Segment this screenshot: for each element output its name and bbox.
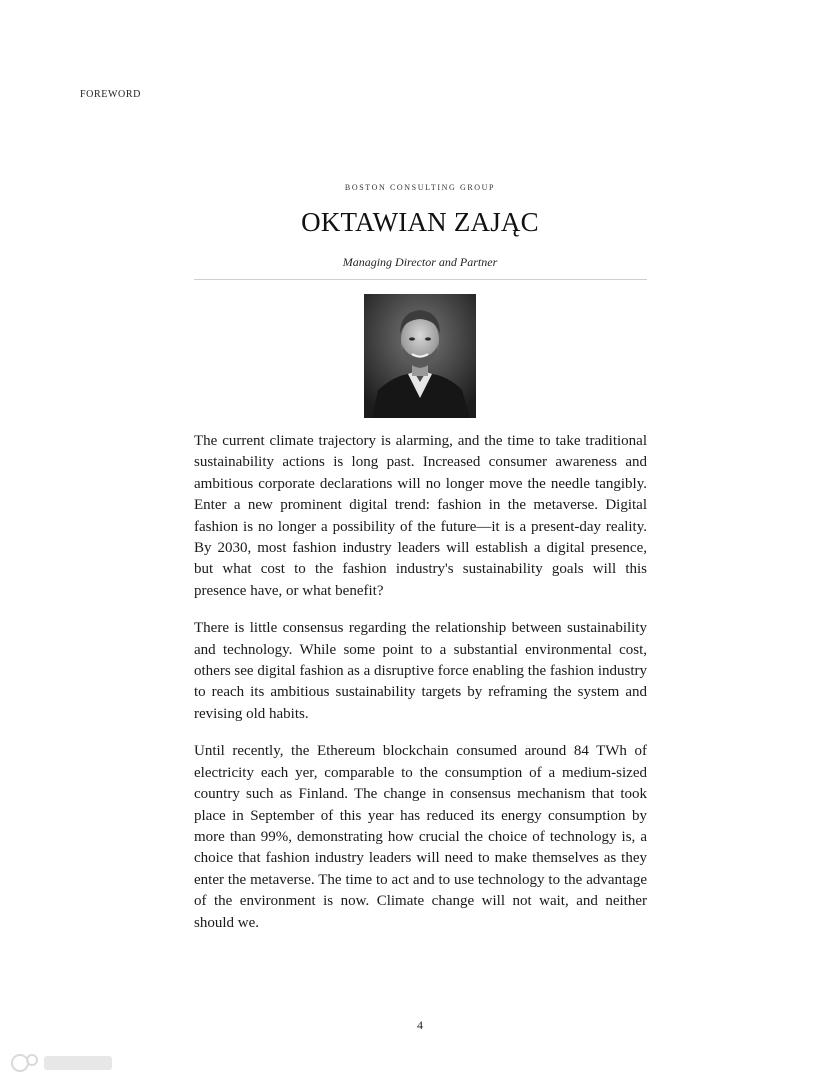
- person-role: Managing Director and Partner: [342, 255, 498, 269]
- section-label: FOREWORD: [80, 89, 141, 100]
- paragraph-1: The current climate trajectory is alarming, and the time to take traditional sustainability actions is long past. Increased consumer awareness and ambitious corporate declarations will no longer move the needle tangibly. Enter a new prominent digital trend: fashion in the metaverse. Digital fashion is no longer a possibility of the future—it is a present-day reality. By 2030, most fashion industry leaders will establish a digital presence, but what cost to the fashion industry's sustainability goals will this presence have, or what benefit?: [194, 433, 647, 599]
- divider: [194, 279, 647, 280]
- organization-name: BOSTON CONSULTING GROUP: [344, 183, 496, 192]
- foreword-body: [194, 431, 647, 950]
- portrait-photo: [364, 294, 476, 418]
- paragraph-2: There is little consensus regarding the relationship between sustainability and technology. While some point to a substantial environmental cost, others see digital fashion as a disruptive force enabling the fashion industry to reach its ambitious sustainability targets by reframing the system and revising old habits.: [194, 620, 647, 722]
- person-name: OKTAWIAN ZAJĄC: [301, 207, 539, 237]
- portrait-illustration: [364, 294, 476, 418]
- paragraph-3: Until recently, the Ethereum blockchain consumed around 84 TWh of electricity each yer, comparable to the consumption of a medium-sized country such as Finland. The change in consensus mechanism that took place in September of this year has reduced its energy consumption by more than 99%, demonstrating how crucial the choice of technology is, a choice that fashion industry leaders will need to make themselves as they enter the metaverse. The time to act and to use technology to the advantage of the environment is now. Climate change will not wait, and neither should we.: [194, 743, 647, 931]
- page-number: 4: [417, 1018, 423, 1032]
- watermark-logo-icon: [8, 1051, 118, 1075]
